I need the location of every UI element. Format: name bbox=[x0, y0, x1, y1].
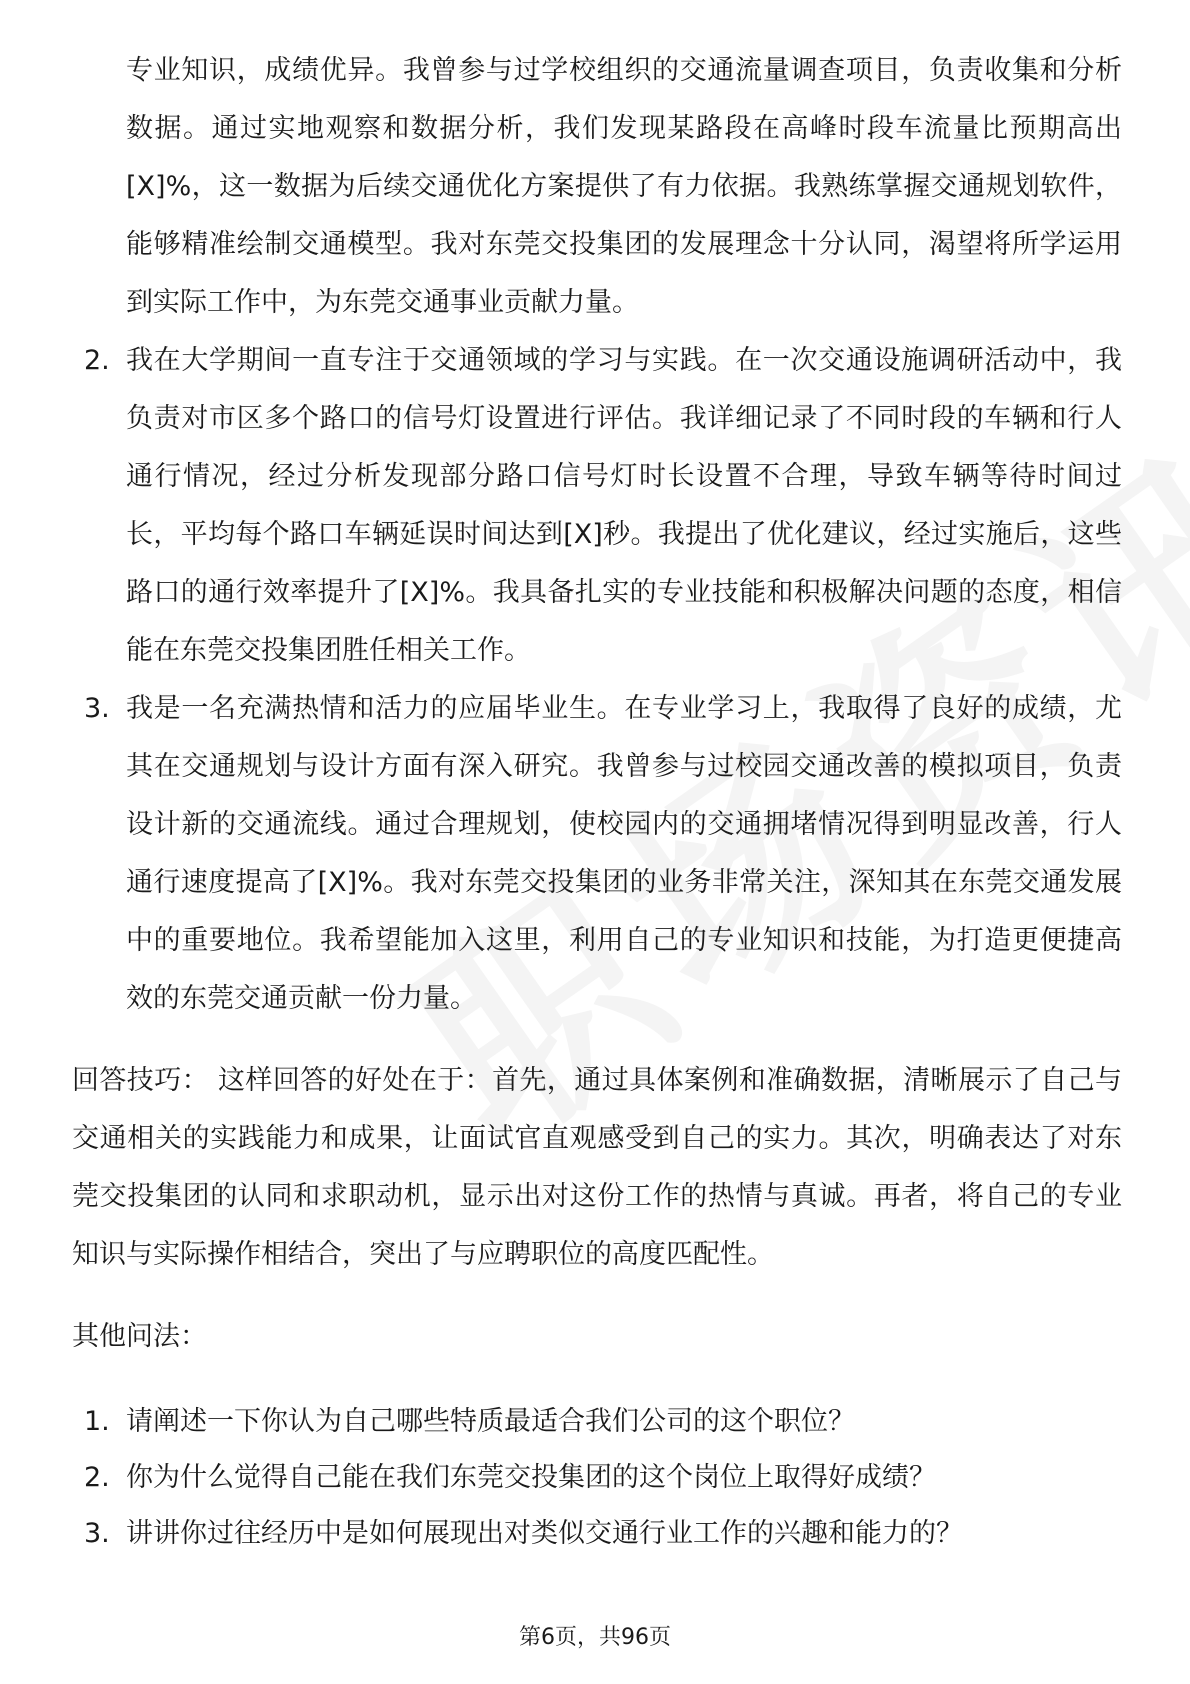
question-text: 讲讲你过往经历中是如何展现出对类似交通行业工作的兴趣和能力的？ bbox=[126, 1518, 963, 1549]
question-text: 你为什么觉得自己能在我们东莞交投集团的这个岗位上取得好成绩？ bbox=[126, 1462, 936, 1493]
other-questions-list bbox=[72, 1394, 1122, 1562]
page-content bbox=[72, 42, 1122, 1562]
question-item bbox=[72, 1450, 1122, 1506]
answer-text: 我是一名充满热情和活力的应届毕业生。在专业学习上，我取得了良好的成绩，尤其在交通规划与设计方面有深入研究。我曾参与过校园交通改善的模拟项目，负责设计新的交通流线。通过合理规划，使校园内的交通拥堵情况得到明显改善，行人通行速度提高了[X]%。我对东莞交投集团的业务非常关注，深知其在东莞交通发展中的重要地位。我希望能加入这里，利用自己的专业知识和技能，为打造更便捷高效的东莞交通贡献一份力量。 bbox=[126, 693, 1122, 1014]
question-item bbox=[72, 1506, 1122, 1562]
tips-text: 这样回答的好处在于：首先，通过具体案例和准确数据，清晰展示了自己与交通相关的实践能力和成果，让面试官直观感受到自己的实力。其次，明确表达了对东莞交投集团的认同和求职动机，显示出对这份工作的热情与真诚。再者，将自己的专业知识与实际操作相结合，突出了与应聘职位的高度匹配性。 bbox=[72, 1065, 1122, 1270]
answer-text: 我在大学期间一直专注于交通领域的学习与实践。在一次交通设施调研活动中，我负责对市区多个路口的信号灯设置进行评估。我详细记录了不同时段的车辆和行人通行情况，经过分析发现部分路口信号灯时长设置不合理，导致车辆等待时间过长，平均每个路口车辆延误时间达到[X]秒。我提出了优化建议，经过实施后，这些路口的通行效率提升了[X]%。我具备扎实的专业技能和积极解决问题的态度，相信能在东莞交投集团胜任相关工作。 bbox=[126, 345, 1122, 666]
list-number: 2. bbox=[84, 345, 110, 376]
answer-item bbox=[72, 332, 1122, 680]
question-item bbox=[72, 1394, 1122, 1450]
answer-list bbox=[72, 332, 1122, 1028]
list-number: 3. bbox=[84, 1518, 110, 1549]
answer-tips bbox=[72, 1052, 1122, 1284]
list-number: 3. bbox=[84, 693, 110, 724]
answer-1-continuation: 专业知识，成绩优异。我曾参与过学校组织的交通流量调查项目，负责收集和分析数据。通过实地观察和数据分析，我们发现某路段在高峰时段车流量比预期高出[X]%，这一数据为后续交通优化方案提供了有力依据。我熟练掌握交通规划软件，能够精准绘制交通模型。我对东莞交投集团的发展理念十分认同，渴望将所学运用到实际工作中，为东莞交通事业贡献力量。 bbox=[126, 55, 1122, 318]
list-number: 1. bbox=[84, 1406, 110, 1437]
answer-item bbox=[72, 680, 1122, 1028]
page-footer: 第6页，共96页 bbox=[519, 1625, 671, 1650]
tips-label: 回答技巧： bbox=[72, 1065, 210, 1096]
list-number: 2. bbox=[84, 1462, 110, 1493]
other-questions-heading: 其他问法： bbox=[72, 1321, 207, 1352]
question-text: 请阐述一下你认为自己哪些特质最适合我们公司的这个职位？ bbox=[126, 1406, 855, 1437]
